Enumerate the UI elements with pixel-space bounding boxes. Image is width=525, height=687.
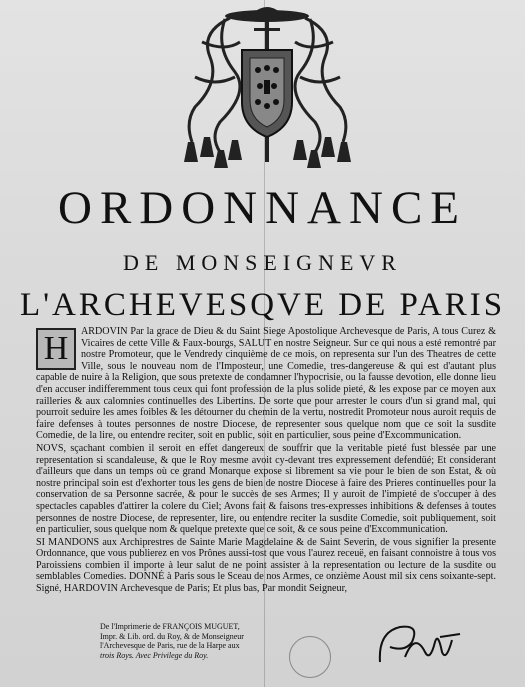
printer-imprint	[100, 622, 290, 660]
document-subtitle-2: L'ARCHEVESQVE DE PARIS	[19, 287, 506, 323]
document-subtitle-1: DE MONSEIGNEVR	[123, 250, 402, 275]
imprint-line: l'Archevesque de Paris, rue de la Harpe aux	[100, 641, 240, 650]
coat-of-arms-icon	[180, 2, 355, 172]
library-stamp-icon	[289, 636, 331, 678]
paragraph-2: NOVS, sçachant combien il seroit en effet dangereux de souffrir que la veritable pieté fust blessée par une representation si scandaleuse, & que le Roy mesme avoit cy-devant tres expressement defendüé; Et considerant d'ailleurs que dans un temps où ce grand Monarque expose si librement sa vie pour le bien de son Estat, & où nostre principal soin est d'exhorter tous les gens de bien de nostre Diocese à faire des Prieres continuelles pour la conservation de sa Personne sacrée, & pour le succès de ses Armes; Il y auroit de l'impieté de s'occuper à des spectacles capables d'attirer la colere du Ciel; Avons fait & faisons tres-expresses inhibitions & defenses à toutes personnes de nostre Diocese, de representer, lire, ou entendre reciter la susdite Comedie, soit publiquement, soit en particulier, sous quelque nom & quelque pretexte que ce soit, & ce sous peine d'Excommunication.	[36, 442, 496, 536]
document-title: ORDONNANCE	[58, 182, 467, 234]
dropcap-initial	[36, 328, 76, 370]
signature-icon	[370, 612, 465, 672]
paragraph-1: ARDOVIN Par la grace de Dieu & du Saint Siege Apostolique Archevesque de Paris, A tous Curez & Vicaires de cette Ville & Faux-bourgs, SALUT en nostre Seigneur. Sur ce qui nous a esté remontré par nostre Promoteur, que le Vendredy cinquième de ce mois, on representa sur l'un des Theatres de cette Ville, sous le nouveau nom de l'Imposteur, une Comedie, tres-dangereuse & qui est d'autant plus capable de nuire à la Religion, que sous pretexte de condamner l'hypocrisie, ou la fausse devotion, elle donne lieu d'en accuser indifferemment tous ceux qui font profession de la plus solide pieté, & les expose par ce moyen aux railleries & aux calomnies continuelles des Libertins. De sorte que pour arrester le cours d'un si grand mal, qui pourroit seduire les ames foibles & les détourner du chemin de la vertu, nostredit Promoteur nous auroit requis de faire defenses à toutes personnes de nostre Diocese, de representer sous quelque nom que ce soit la susdite Comedie, de la lire, ou entendre reciter, soit en public, soit en particulier, sous peine d'Excommunication.	[36, 326, 496, 442]
imprint-line: Impr. & Lib. ord. du Roy, & de Monseigneur	[100, 631, 244, 641]
paragraph-3: SI MANDONS aux Archiprestres de Sainte Marie Magdelaine & de Saint Severin, de vous signifier la presente Ordonnance, que vous publierez en vos Prônes aussi-tost que vous l'aurez receuë, en faisant connoistre à tous vos Paroissiens combien il importe à leur salut de ne point assister à la representation ou lecture de la susdite ou semblables Comedies. DONNÉ à Paris sous le Sceau de nos Armes, ce onzième Aoust mil six cens soixante-sept. Signé, HARDOVIN Archevesque de Paris; Et plus bas, Par mondit Seigneur,	[36, 536, 496, 595]
dropcap-letter: H	[43, 330, 69, 367]
imprint-line: De l'Imprimerie de FRANÇOIS MUGUET,	[100, 622, 240, 631]
imprint-line: trois Roys. Avec Privilege du Roy.	[100, 650, 209, 660]
ordinance-body	[36, 326, 496, 596]
